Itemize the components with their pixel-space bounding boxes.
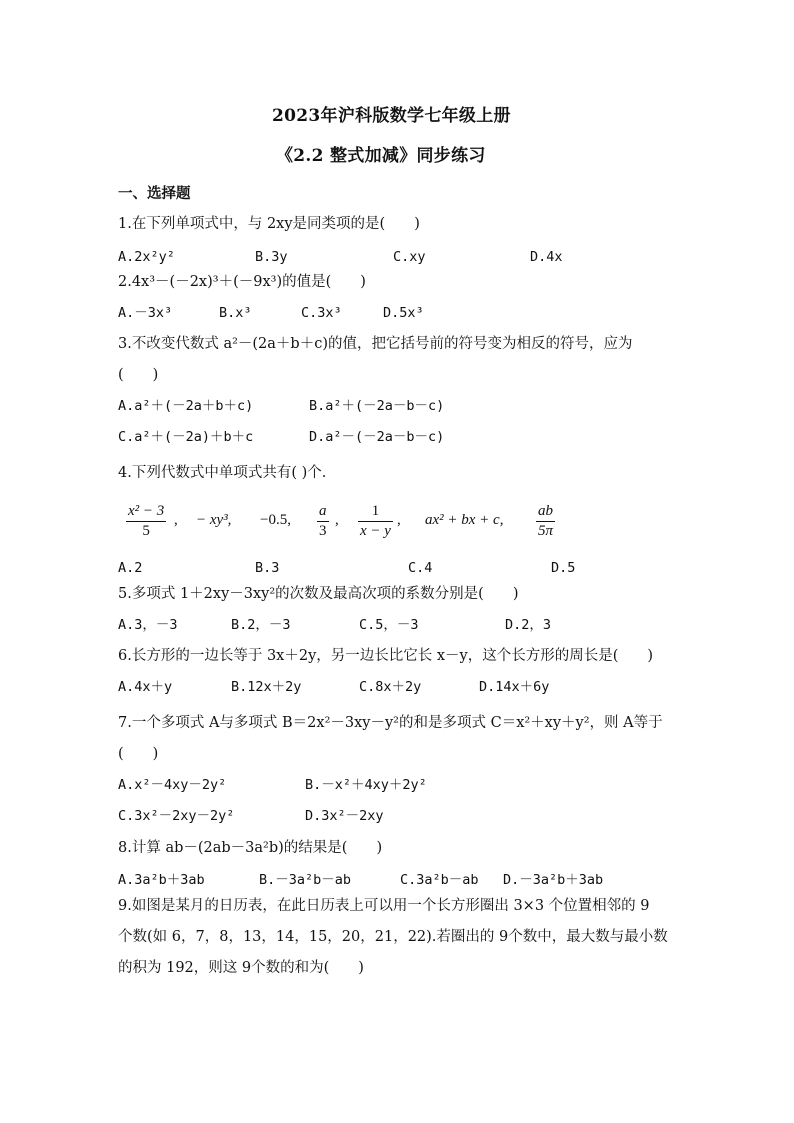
q6-option-c[interactable]: C.8x＋2y (359, 679, 422, 695)
q6-option-b[interactable]: B.12x＋2y (231, 679, 302, 695)
q5-option-a[interactable]: A.3，－3 (118, 617, 178, 633)
expr-1-denominator: 5 (142, 523, 150, 539)
question-7-stem: 7.一个多项式 A与多项式 B＝2x²－3xy－y²的和是多项式 C＝x²＋xy＋y²，则 A等于 (118, 715, 663, 731)
expr-fraction-7 (536, 502, 555, 541)
q1-option-a[interactable]: A.2x²y² (118, 249, 175, 265)
expr-1-comma: , (174, 512, 178, 528)
expr-5-numerator: 1 (371, 503, 380, 519)
q2-option-d[interactable]: D.5x³ (383, 305, 424, 321)
q4-option-c[interactable]: C.4 (408, 560, 433, 576)
q8-option-d[interactable]: D.－3a²b＋3ab (503, 872, 604, 888)
expr-2: − xy³, (196, 512, 232, 528)
q4-option-b[interactable]: B.3 (255, 560, 280, 576)
expr-4-comma: , (335, 512, 339, 528)
q8-option-c[interactable]: C.3a²b－ab (400, 872, 479, 888)
q3-option-a[interactable]: A.a²＋(－2a＋b＋c) (118, 398, 254, 414)
question-1-stem: 1.在下列单项式中，与 2xy是同类项的是( ) (118, 216, 420, 232)
expr-1-numerator: x² − 3 (128, 503, 165, 519)
q2-option-b[interactable]: B.x³ (219, 305, 252, 321)
q6-option-d[interactable]: D.14x＋6y (479, 679, 550, 695)
expr-6: ax² + bx + c, (425, 512, 504, 528)
question-7-stem-cont: ( ) (118, 746, 159, 762)
question-9-line-1: 9.如图是某月的日历表，在此日历表上可以用一个长方形圈出 3×3 个位置相邻的 9 (118, 898, 650, 914)
expr-4-numerator: a (319, 503, 327, 519)
q2-option-a[interactable]: A.－3x³ (118, 305, 173, 321)
q5-option-c[interactable]: C.5，－3 (359, 617, 419, 633)
question-2-stem: 2.4x³－(－2x)³＋(－9x³)的值是( ) (118, 274, 366, 290)
question-8-stem: 8.计算 ab－(2ab－3a²b)的结果是( ) (118, 840, 383, 856)
question-9-line-2: 个数(如 6，7，8，13，14，15，20，21，22).若圈出的 9个数中，最大数与最小数 (118, 929, 668, 945)
q6-option-a[interactable]: A.4x＋y (118, 679, 173, 695)
question-9-line-3: 的积为 192，则这 9个数的和为( ) (118, 960, 364, 976)
q5-option-d[interactable]: D.2，3 (505, 617, 552, 633)
q7-option-d[interactable]: D.3x²－2xy (305, 808, 384, 824)
q1-option-b[interactable]: B.3y (255, 249, 288, 265)
expr-fraction-1 (126, 502, 166, 541)
question-5-stem: 5.多项式 1＋2xy－3xy²的次数及最高次项的系数分别是( ) (118, 586, 519, 602)
expr-7-numerator: ab (538, 503, 553, 519)
question-4-stem: 4.下列代数式中单项式共有( )个. (118, 465, 327, 481)
expr-fraction-5 (358, 502, 393, 541)
q2-option-c[interactable]: C.3x³ (301, 305, 342, 321)
expr-3: −0.5, (260, 512, 291, 528)
question-6-stem: 6.长方形的一边长等于 3x＋2y，另一边长比它长 x－y，这个长方形的周长是( ) (118, 648, 654, 664)
question-3-stem-cont: ( ) (118, 367, 159, 383)
q8-option-b[interactable]: B.－3a²b－ab (259, 872, 352, 888)
q1-option-d[interactable]: D.4x (530, 249, 563, 265)
doc-title: 2023年沪科版数学七年级上册 (272, 106, 511, 126)
q3-option-c[interactable]: C.a²＋(－2a)＋b＋c (118, 429, 254, 445)
q3-option-b[interactable]: B.a²＋(－2a－b－c) (309, 398, 445, 414)
question-3-stem: 3.不改变代数式 a²－(2a＋b＋c)的值，把它括号前的符号变为相反的符号，应为 (118, 336, 633, 352)
q4-option-a[interactable]: A.2 (118, 560, 143, 576)
section-heading: 一、选择题 (118, 185, 191, 202)
q7-option-a[interactable]: A.x²－4xy－2y² (118, 777, 227, 793)
expr-4-denominator: 3 (319, 523, 327, 539)
q3-option-d[interactable]: D.a²－(－2a－b－c) (309, 429, 445, 445)
expr-7-denominator: 5π (538, 523, 554, 539)
q1-option-c[interactable]: C.xy (393, 249, 426, 265)
doc-subtitle: 《2.2 整式加减》同步练习 (276, 146, 486, 166)
expr-fraction-4 (317, 502, 329, 541)
q5-option-b[interactable]: B.2，－3 (231, 617, 291, 633)
expr-5-denominator: x − y (360, 523, 391, 539)
q7-option-c[interactable]: C.3x²－2xy－2y² (118, 808, 235, 824)
q7-option-b[interactable]: B.－x²＋4xy＋2y² (305, 777, 427, 793)
expr-5-comma: , (397, 512, 401, 528)
q8-option-a[interactable]: A.3a²b＋3ab (118, 872, 205, 888)
q4-option-d[interactable]: D.5 (551, 560, 576, 576)
